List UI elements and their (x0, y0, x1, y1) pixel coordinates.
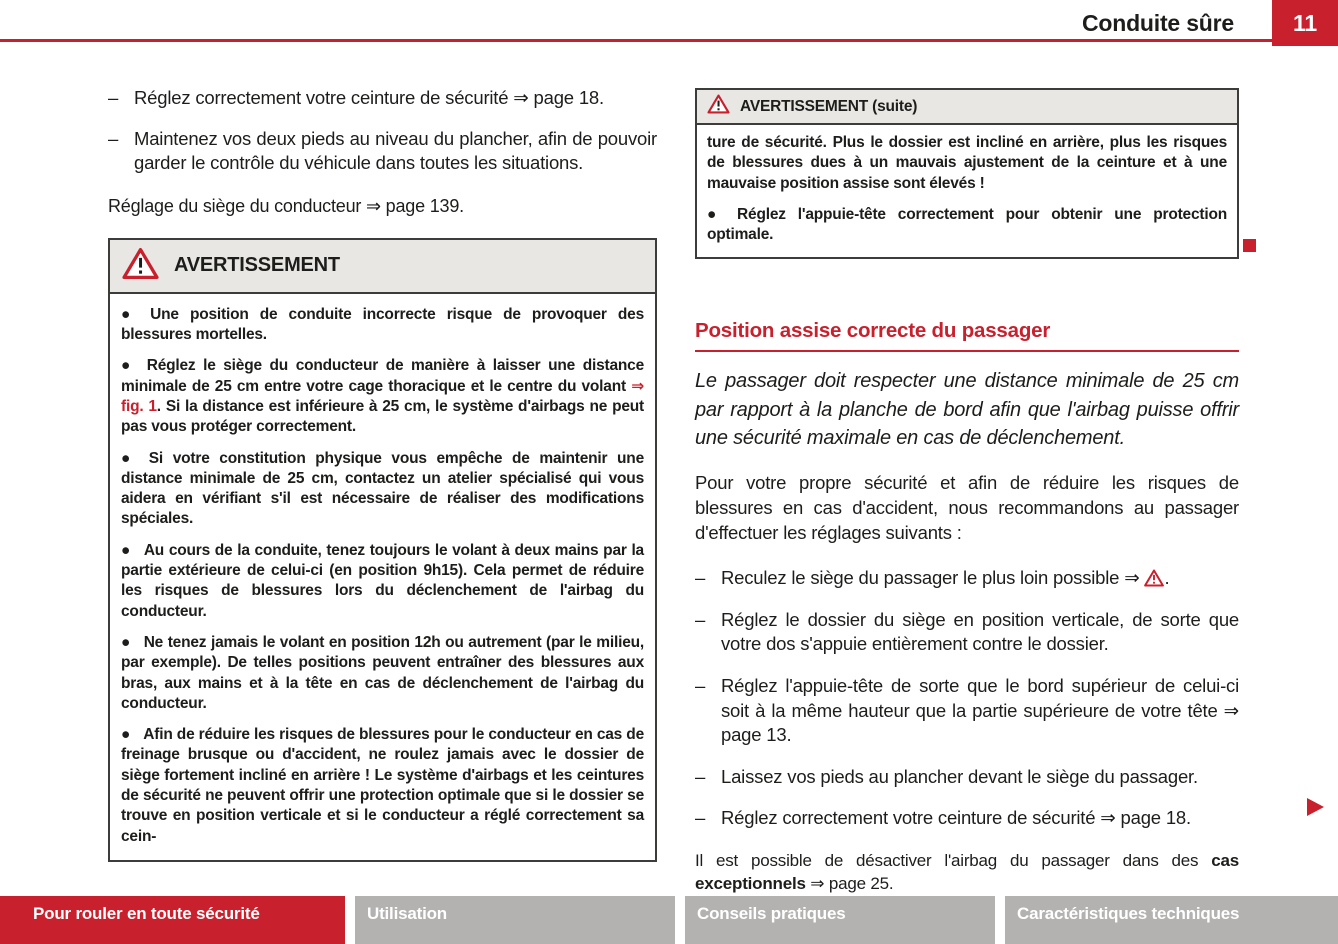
list-item-text: Réglez correctement votre ceinture de sécurité ⇒ page 18. (134, 87, 604, 108)
warning-title: AVERTISSEMENT (174, 254, 340, 277)
warning-box-header (110, 240, 655, 294)
dash-marker: – (108, 127, 119, 149)
inline-warning-icon (1144, 567, 1164, 588)
list-item (108, 86, 657, 111)
figure-reference: ⇒ fig. 1 (121, 377, 644, 415)
warning-item: ● Au cours de la conduite, tenez toujours le volant à deux mains par la partie extérieure de celui-ci (en position 9h15). Cela permet de réduire les risques de blessures lors du déclenchement de l'airbag du conducteur. (121, 541, 644, 620)
closing-note: Il est possible de désactiver l'airbag du passager dans des cas exceptionnels ⇒ page 25. (695, 850, 1239, 894)
bullet-marker: ● (121, 305, 138, 323)
passenger-intro: Pour votre propre sécurité et afin de réduire les risques de blessures en cas d'accident, nous recommandons au passager d'effectuer les réglages suivants : (695, 471, 1239, 543)
warning-item: ● Afin de réduire les risques de blessures pour le conducteur en cas de freinage brusque ou d'accident, ne roulez jamais avec le dossier de siège fortement incliné en arrière ! Le système d'airbags et les ceintures de sécurité ne peuvent offrir une protection optimale que si le dossier se trouve en position verticale et si le conducteur a réglé correctement sa cein- (121, 726, 644, 845)
header-rule (0, 39, 1338, 42)
footer-tab-caracteristiques: Caractéristiques techniques (1005, 896, 1338, 944)
page-number-badge: 11 (1272, 0, 1338, 46)
list-item-text: Maintenez vos deux pieds au niveau du plancher, afin de pouvoir garder le contrôle du véhicule dans toutes les situations. (134, 127, 657, 174)
list-item-text: Réglez correctement votre ceinture de sécurité ⇒ page 18. (721, 807, 1191, 829)
bullet-marker: ● (121, 449, 136, 467)
passenger-column (695, 88, 1239, 895)
section-end-marker (1243, 239, 1256, 252)
footer-tab-utilisation: Utilisation (355, 896, 675, 944)
dash-marker: – (695, 765, 706, 787)
warning-item: ● Ne tenez jamais le volant en position 12h ou autrement (par le milieu, par exemple). De telles positions peuvent entraîner des blessures aux bras, aux mains et à la tête en cas de déclenchement de l'airbag du conducteur. (121, 633, 644, 712)
dash-marker: – (108, 87, 119, 108)
bullet-marker: ● (121, 541, 131, 559)
list-item-text: Laissez vos pieds au plancher devant le siège du passager. (721, 765, 1198, 787)
list-item-text: Reculez le siège du passager le plus loin possible ⇒ . (721, 567, 1170, 589)
bullet-marker: ● (707, 205, 725, 223)
warning-triangle-icon (122, 247, 159, 285)
warning-box (108, 238, 657, 862)
driver-column (108, 86, 657, 862)
bullet-marker: ● (121, 726, 131, 744)
chapter-title: Conduite sûre (1081, 10, 1234, 36)
warning-item: ● Si votre constitution physique vous empêche de maintenir une distance minimale de 25 cm, contactez un atelier spécialisé qui vous aidera en vérifiant s'il est nécessaire de réaliser des modifications spéciales. (121, 449, 644, 528)
dash-marker: – (695, 674, 706, 696)
warning-box-body (697, 125, 1237, 257)
bullet-marker: ● (121, 357, 134, 375)
dash-marker: – (695, 567, 706, 589)
warning-continuation-text: ture de sécurité. Plus le dossier est incliné en arrière, plus les risques de blessures dues à un mauvais ajustement de la ceinture et à une mauvaise position assise sont élevés ! (707, 134, 1227, 192)
bullet-marker: ● (121, 633, 131, 651)
list-item (695, 806, 1239, 831)
footer-tab-conseils: Conseils pratiques (685, 896, 995, 944)
warning-suite-box (695, 88, 1239, 259)
warning-box-header (697, 90, 1237, 125)
list-item (695, 566, 1239, 591)
dash-marker: – (695, 807, 706, 829)
warning-title: AVERTISSEMENT (suite) (740, 97, 918, 115)
seat-adjustment-note: Réglage du siège du conducteur ⇒ page 139. (108, 195, 464, 216)
continuation-arrow-icon (1307, 798, 1324, 816)
passenger-checklist (695, 566, 1239, 831)
passenger-lead: Le passager doit respecter une distance minimale de 25 cm par rapport à la planche de bord afin que l'airbag puisse offrir une sécurité maximale en cas de déclenchement. (695, 370, 1239, 450)
list-item (695, 674, 1239, 748)
closing-note-bold: cas exceptionnels (695, 850, 1239, 894)
list-item (695, 765, 1239, 790)
dash-marker: – (695, 608, 706, 630)
warning-item: ● Une position de conduite incorrecte risque de provoquer des blessures mortelles. (121, 305, 644, 344)
footer-tab-pour-rouler: Pour rouler en toute sécurité (0, 896, 345, 944)
list-item (108, 127, 657, 176)
warning-item: ● Réglez l'appuie-tête correctement pour obtenir une protection optimale. (707, 205, 1227, 244)
list-item-text: Réglez l'appuie-tête de sorte que le bord supérieur de celui-ci soit à la même hauteur que la partie supérieure de votre tête ⇒ page 13. (721, 674, 1239, 746)
warning-item: ● Réglez le siège du conducteur de manière à laisser une distance minimale de 25 cm entre votre cage thoracique et le centre du volant ⇒ fig. 1. Si la distance est inférieure à 25 cm, le système d'airbags ne peut pas vous protéger correctement. (121, 357, 645, 436)
passenger-section-title: Position assise correcte du passager (695, 319, 1239, 352)
list-item (695, 608, 1239, 657)
warning-triangle-icon (707, 94, 730, 119)
footer-chapter-bar (0, 896, 1338, 944)
warning-box-body (110, 294, 655, 860)
list-item-text: Réglez le dossier du siège en position verticale, de sorte que votre dos s'appuie entièrement contre le dossier. (721, 608, 1239, 655)
